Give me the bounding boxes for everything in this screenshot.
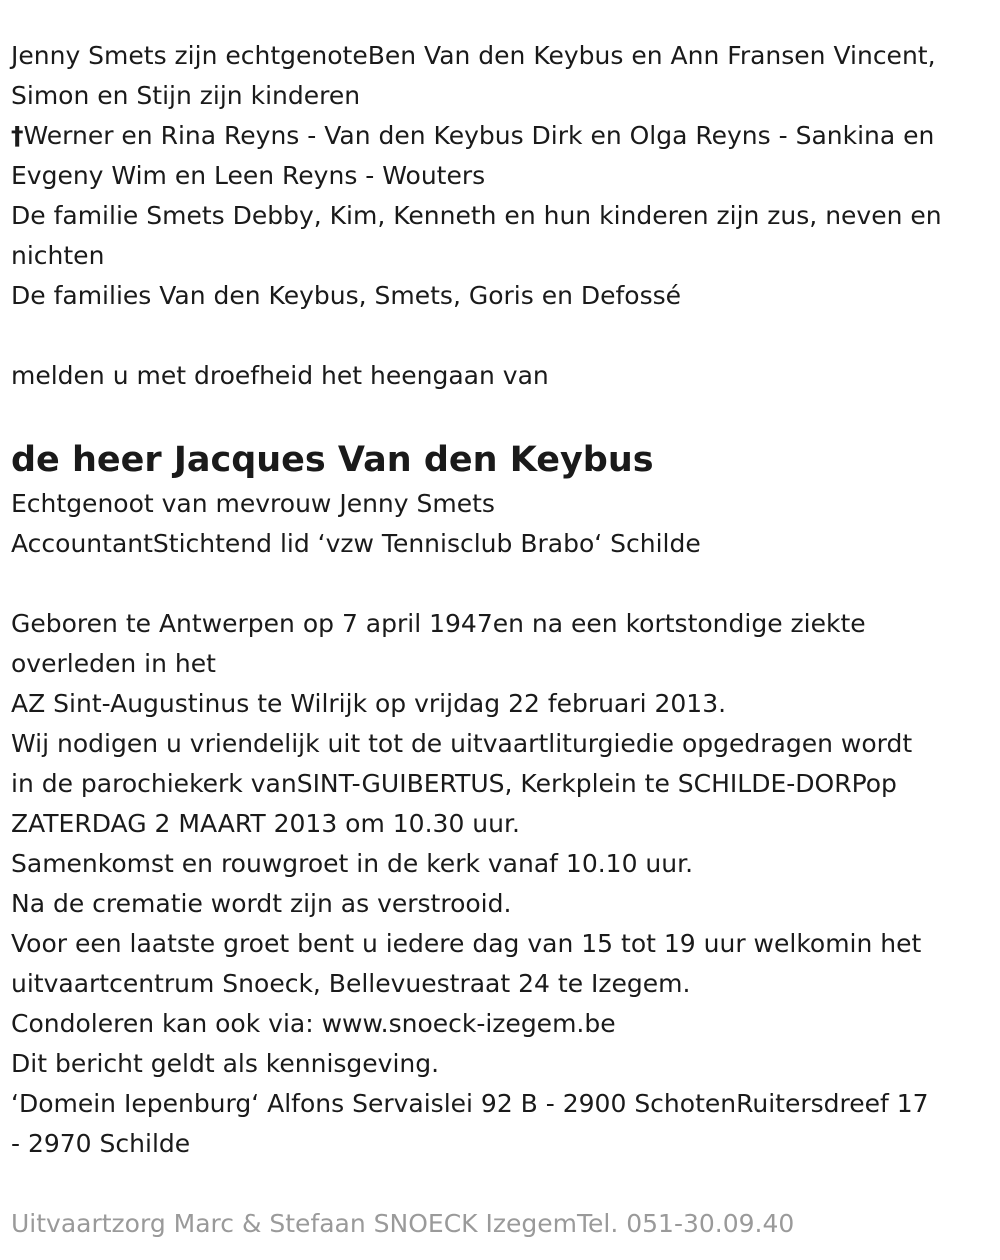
spacer: [11, 564, 991, 604]
deceased-spouse: Echtgenoot van mevrouw Jenny Smets: [11, 489, 495, 518]
family-line: nichten: [11, 241, 105, 270]
announcement: melden u met droefheid het heengaan van: [11, 361, 549, 390]
details-line: ‘Domein Iepenburg‘ Alfons Servaislei 92 B - 2900 SchotenRuitersdreef 17: [11, 1089, 929, 1118]
details-line: AZ Sint-Augustinus te Wilrijk op vrijdag 22 februari 2013.: [11, 689, 727, 718]
family-line: Jenny Smets zijn echtgenoteBen Van den Keybus en Ann Fransen Vincent,: [11, 41, 936, 70]
family-section: [11, 36, 991, 316]
family-line: De familie Smets Debby, Kim, Kenneth en hun kinderen zijn zus, neven en: [11, 201, 942, 230]
details-line: uitvaartcentrum Snoeck, Bellevuestraat 24 te Izegem.: [11, 969, 691, 998]
condolence-link[interactable]: Condoleren kan ook via: www.snoeck-izegem.be: [11, 1009, 616, 1038]
deceased-section: [11, 436, 991, 564]
family-line-text: Werner en Rina Reyns - Van den Keybus Dirk en Olga Reyns - Sankina en: [23, 121, 935, 150]
deceased-occupation: AccountantStichtend lid ‘vzw Tennisclub Brabo‘ Schilde: [11, 529, 701, 558]
details-line: Dit bericht geldt als kennisgeving.: [11, 1049, 440, 1078]
details-line: Samenkomst en rouwgroet in de kerk vanaf 10.10 uur.: [11, 849, 694, 878]
details-line: overleden in het: [11, 649, 216, 678]
details-line: Geboren te Antwerpen op 7 april 1947en na een kortstondige ziekte: [11, 609, 866, 638]
spacer: [11, 1164, 991, 1204]
family-line: Evgeny Wim en Leen Reyns - Wouters: [11, 161, 486, 190]
family-line: Simon en Stijn zijn kinderen: [11, 81, 361, 110]
details-section: [11, 604, 991, 1164]
details-line: in de parochiekerk vanSINT-GUIBERTUS, Kerkplein te SCHILDE-DORPop: [11, 769, 897, 798]
spacer: [11, 396, 991, 436]
details-line: Wij nodigen u vriendelijk uit tot de uitvaartliturgiedie opgedragen wordt: [11, 729, 913, 758]
details-line: ZATERDAG 2 MAART 2013 om 10.30 uur.: [11, 809, 520, 838]
family-line-deceased-relatives: [11, 116, 991, 156]
cross-icon: †: [11, 121, 24, 150]
details-line: Voor een laatste groet bent u iedere dag van 15 tot 19 uur welkomin het: [11, 929, 922, 958]
obituary-document: [11, 36, 991, 1244]
details-line: Na de crematie wordt zijn as verstrooid.: [11, 889, 512, 918]
details-line: - 2970 Schilde: [11, 1129, 191, 1158]
deceased-name: de heer Jacques Van den Keybus: [11, 440, 654, 480]
funeral-director-footer: Uitvaartzorg Marc & Stefaan SNOECK IzegemTel. 051-30.09.40: [11, 1209, 795, 1238]
spacer: [11, 316, 991, 356]
family-line: De families Van den Keybus, Smets, Goris en Defossé: [11, 281, 682, 310]
